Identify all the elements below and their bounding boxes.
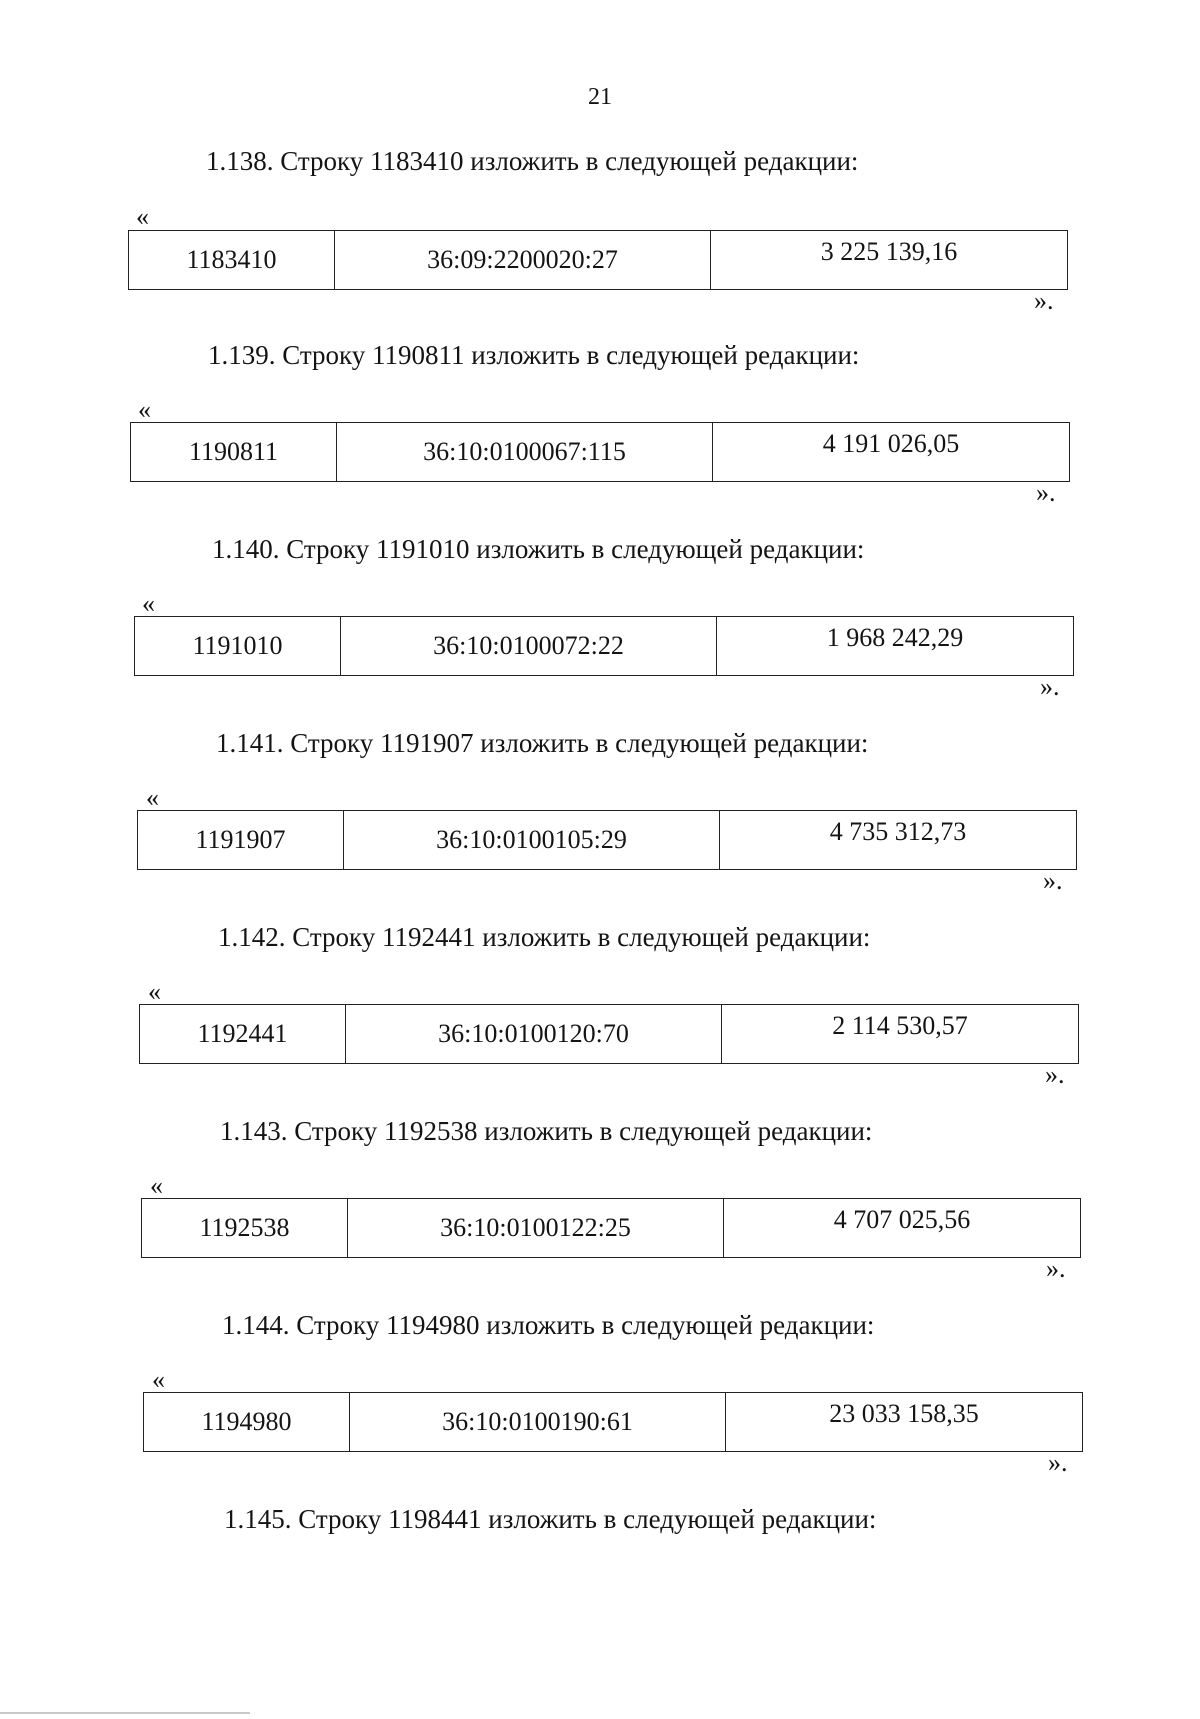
amendment-heading: 1.138. Строку 1183410 изложить в следующей редакции:	[206, 146, 859, 176]
close-quote: ».	[1036, 478, 1056, 507]
row-code-cell: 1194980	[144, 1393, 350, 1452]
amendment-heading: 1.143. Строку 1192538 изложить в следующей редакции:	[220, 1116, 873, 1146]
close-quote: ».	[1045, 1060, 1065, 1089]
amendment-row-table	[137, 810, 1077, 870]
page-number: 21	[588, 84, 612, 110]
cadastral-number-cell: 36:10:0100067:115	[337, 423, 713, 482]
amendment-section	[0, 1116, 1200, 1296]
amendment-row-table	[130, 422, 1070, 482]
open-quote: «	[136, 202, 149, 231]
amendment-section	[0, 1310, 1200, 1490]
value-cell: 1 968 242,29	[717, 617, 1074, 676]
value-cell: 2 114 530,57	[722, 1005, 1079, 1064]
row-code-cell: 1192538	[142, 1199, 348, 1258]
amendment-row-table	[128, 230, 1068, 290]
amendment-row-table	[134, 616, 1074, 676]
value-cell: 4 707 025,56	[724, 1199, 1081, 1258]
amendment-section	[0, 340, 1200, 520]
open-quote: «	[148, 977, 161, 1006]
amendment-section	[0, 728, 1200, 908]
row-code-cell: 1183410	[129, 231, 335, 290]
cadastral-number-cell: 36:10:0100105:29	[344, 811, 720, 870]
table-row	[135, 617, 1074, 676]
value-cell: 4 735 312,73	[720, 811, 1077, 870]
value-cell: 3 225 139,16	[711, 231, 1068, 290]
table-row	[131, 423, 1070, 482]
scan-edge-mark	[0, 1712, 250, 1714]
amendment-heading: 1.140. Строку 1191010 изложить в следующей редакции:	[212, 534, 865, 564]
table-row	[140, 1005, 1079, 1064]
close-quote: ».	[1048, 1448, 1068, 1477]
cadastral-number-cell: 36:10:0100122:25	[348, 1199, 724, 1258]
value-cell: 4 191 026,05	[713, 423, 1070, 482]
open-quote: «	[138, 395, 151, 424]
value-cell: 23 033 158,35	[726, 1393, 1083, 1452]
cadastral-number-cell: 36:10:0100072:22	[341, 617, 717, 676]
amendment-row-table	[139, 1004, 1079, 1064]
row-code-cell: 1191010	[135, 617, 341, 676]
open-quote: «	[152, 1365, 165, 1394]
amendment-heading: 1.139. Строку 1190811 изложить в следующей редакции:	[208, 340, 860, 370]
cadastral-number-cell: 36:09:2200020:27	[335, 231, 711, 290]
close-quote: ».	[1040, 672, 1060, 701]
cadastral-number-cell: 36:10:0100190:61	[350, 1393, 726, 1452]
row-code-cell: 1190811	[131, 423, 337, 482]
table-row	[144, 1393, 1083, 1452]
cadastral-number-cell: 36:10:0100120:70	[346, 1005, 722, 1064]
open-quote: «	[150, 1171, 163, 1200]
table-row	[129, 231, 1068, 290]
open-quote: «	[142, 589, 155, 618]
amendment-row-table	[141, 1198, 1081, 1258]
table-row	[142, 1199, 1081, 1258]
table-row	[138, 811, 1077, 870]
close-quote: ».	[1043, 866, 1063, 895]
close-quote: ».	[1046, 1254, 1066, 1283]
amendment-heading: 1.144. Строку 1194980 изложить в следующей редакции:	[222, 1310, 875, 1340]
open-quote: «	[146, 783, 159, 812]
amendment-section	[0, 146, 1200, 326]
amendment-heading: 1.145. Строку 1198441 изложить в следующей редакции:	[224, 1504, 877, 1534]
amendment-section	[0, 922, 1200, 1102]
amendment-heading: 1.141. Строку 1191907 изложить в следующей редакции:	[216, 728, 869, 758]
close-quote: ».	[1034, 286, 1054, 315]
amendment-row-table	[143, 1392, 1083, 1452]
amendment-section	[0, 534, 1200, 714]
row-code-cell: 1192441	[140, 1005, 346, 1064]
amendment-heading: 1.142. Строку 1192441 изложить в следующей редакции:	[218, 922, 871, 952]
row-code-cell: 1191907	[138, 811, 344, 870]
